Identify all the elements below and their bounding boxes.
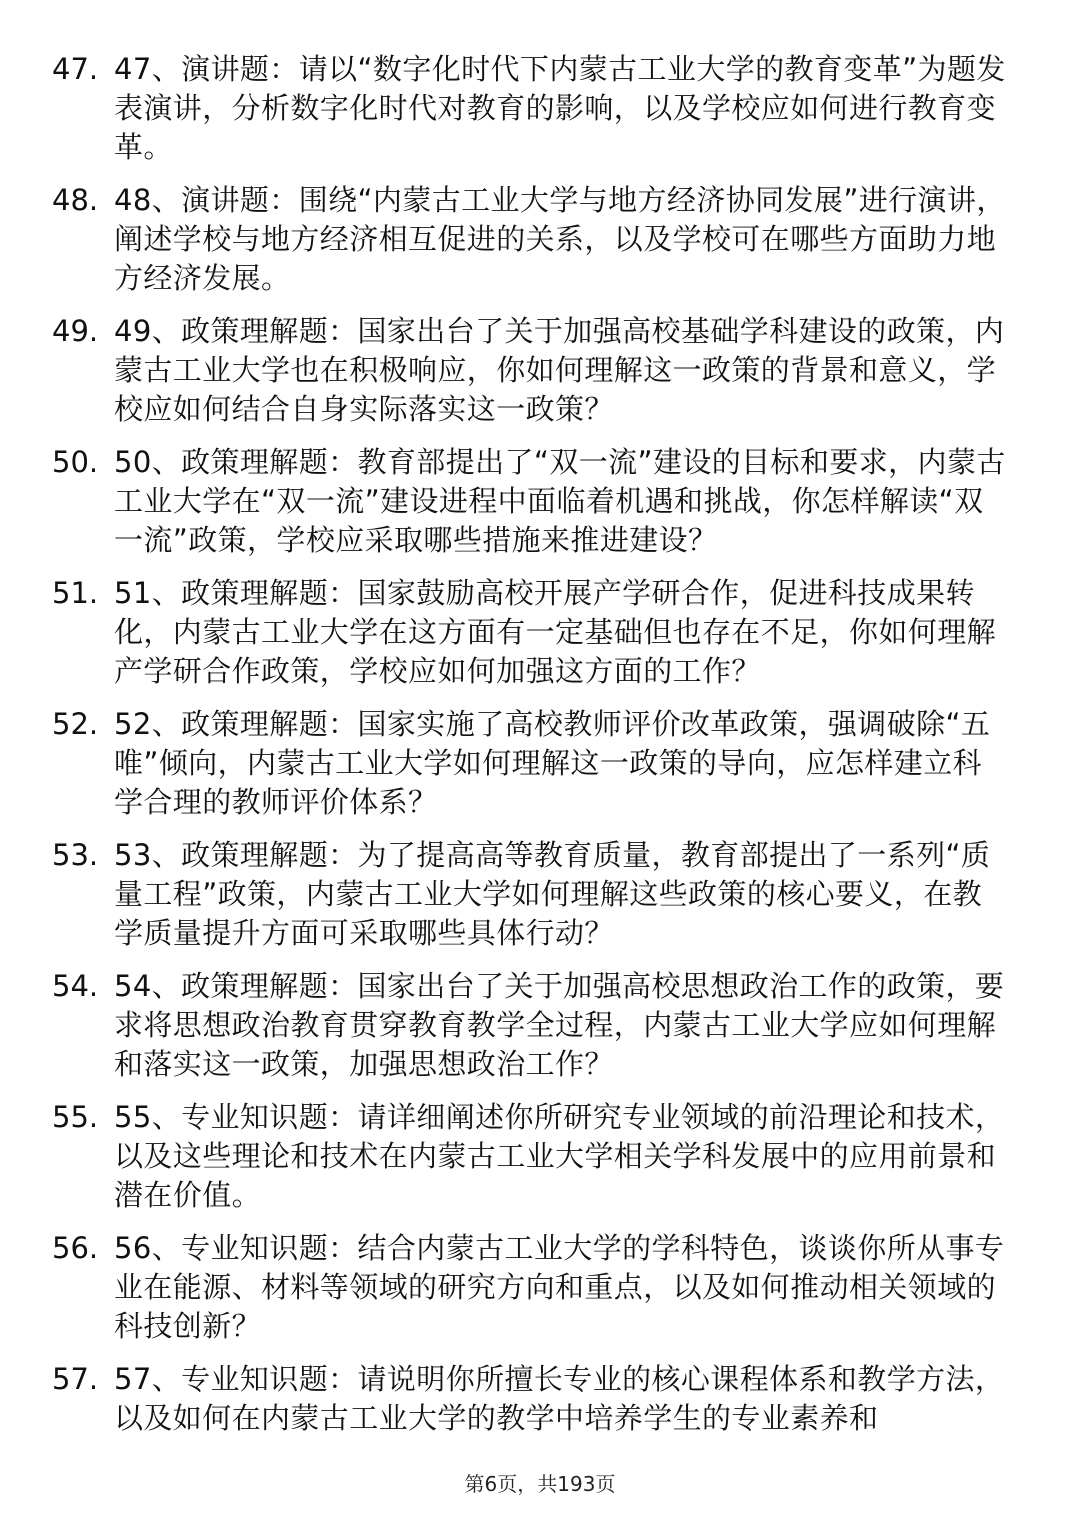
item-text: 56、专业知识题：结合内蒙古工业大学的学科特色，谈谈你所从事专业在能源、材料等领域的研究方向和重点，以及如何推动相关领域的科技创新？: [114, 1231, 1005, 1343]
item-number: 51.: [52, 576, 99, 610]
item-number: 56.: [52, 1231, 99, 1265]
item-text: 53、政策理解题：为了提高高等教育质量，教育部提出了一系列“质量工程”政策，内蒙古工业大学如何理解这些政策的核心要义，在教学质量提升方面可采取哪些具体行动？: [114, 838, 991, 950]
item-number: 57.: [52, 1362, 99, 1396]
item-number: 47.: [52, 52, 99, 86]
list-item: [50, 312, 1010, 429]
list-item: [50, 1360, 1010, 1438]
item-text: 51、政策理解题：国家鼓励高校开展产学研合作，促进科技成果转化，内蒙古工业大学在这方面有一定基础但也存在不足，你如何理解产学研合作政策，学校应如何加强这方面的工作？: [114, 576, 997, 688]
list-item: [50, 705, 1010, 822]
page-footer: 第6页，共193页: [464, 1472, 616, 1496]
item-text: 49、政策理解题：国家出台了关于加强高校基础学科建设的政策，内蒙古工业大学也在积极响应，你如何理解这一政策的背景和意义，学校应如何结合自身实际落实这一政策？: [114, 314, 1005, 426]
item-text: 50、政策理解题：教育部提出了“双一流”建设的目标和要求，内蒙古工业大学在“双一流”建设进程中面临着机遇和挑战，你怎样解读“双一流”政策，学校应采取哪些措施来推进建设？: [114, 445, 1006, 557]
item-text: 55、专业知识题：请详细阐述你所研究专业领域的前沿理论和技术，以及这些理论和技术在内蒙古工业大学相关学科发展中的应用前景和潜在价值。: [114, 1100, 1005, 1212]
list-item: [50, 50, 1010, 167]
list-item: [50, 1229, 1010, 1346]
question-list: [50, 50, 1010, 1452]
item-number: 48.: [52, 183, 99, 217]
item-number: 54.: [52, 969, 99, 1003]
item-text: 52、政策理解题：国家实施了高校教师评价改革政策，强调破除“五唯”倾向，内蒙古工业大学如何理解这一政策的导向，应怎样建立科学合理的教师评价体系？: [114, 707, 991, 819]
item-text: 47、演讲题：请以“数字化时代下内蒙古工业大学的教育变革”为题发表演讲，分析数字化时代对教育的影响，以及学校应如何进行教育变革。: [114, 52, 1006, 164]
item-text: 48、演讲题：围绕“内蒙古工业大学与地方经济协同发展”进行演讲，阐述学校与地方经济相互促进的关系，以及学校可在哪些方面助力地方经济发展。: [114, 183, 1006, 295]
list-item: [50, 574, 1010, 691]
list-item: [50, 836, 1010, 953]
list-item: [50, 967, 1010, 1084]
item-number: 50.: [52, 445, 99, 479]
item-number: 49.: [52, 314, 99, 348]
item-text: 57、专业知识题：请说明你所擅长专业的核心课程体系和教学方法，以及如何在内蒙古工业大学的教学中培养学生的专业素养和: [114, 1362, 1005, 1435]
list-item: [50, 443, 1010, 560]
list-item: [50, 1098, 1010, 1215]
item-text: 54、政策理解题：国家出台了关于加强高校思想政治工作的政策，要求将思想政治教育贯穿教育教学全过程，内蒙古工业大学应如何理解和落实这一政策，加强思想政治工作？: [114, 969, 1005, 1081]
item-number: 53.: [52, 838, 99, 872]
item-number: 55.: [52, 1100, 99, 1134]
item-number: 52.: [52, 707, 99, 741]
list-item: [50, 181, 1010, 298]
